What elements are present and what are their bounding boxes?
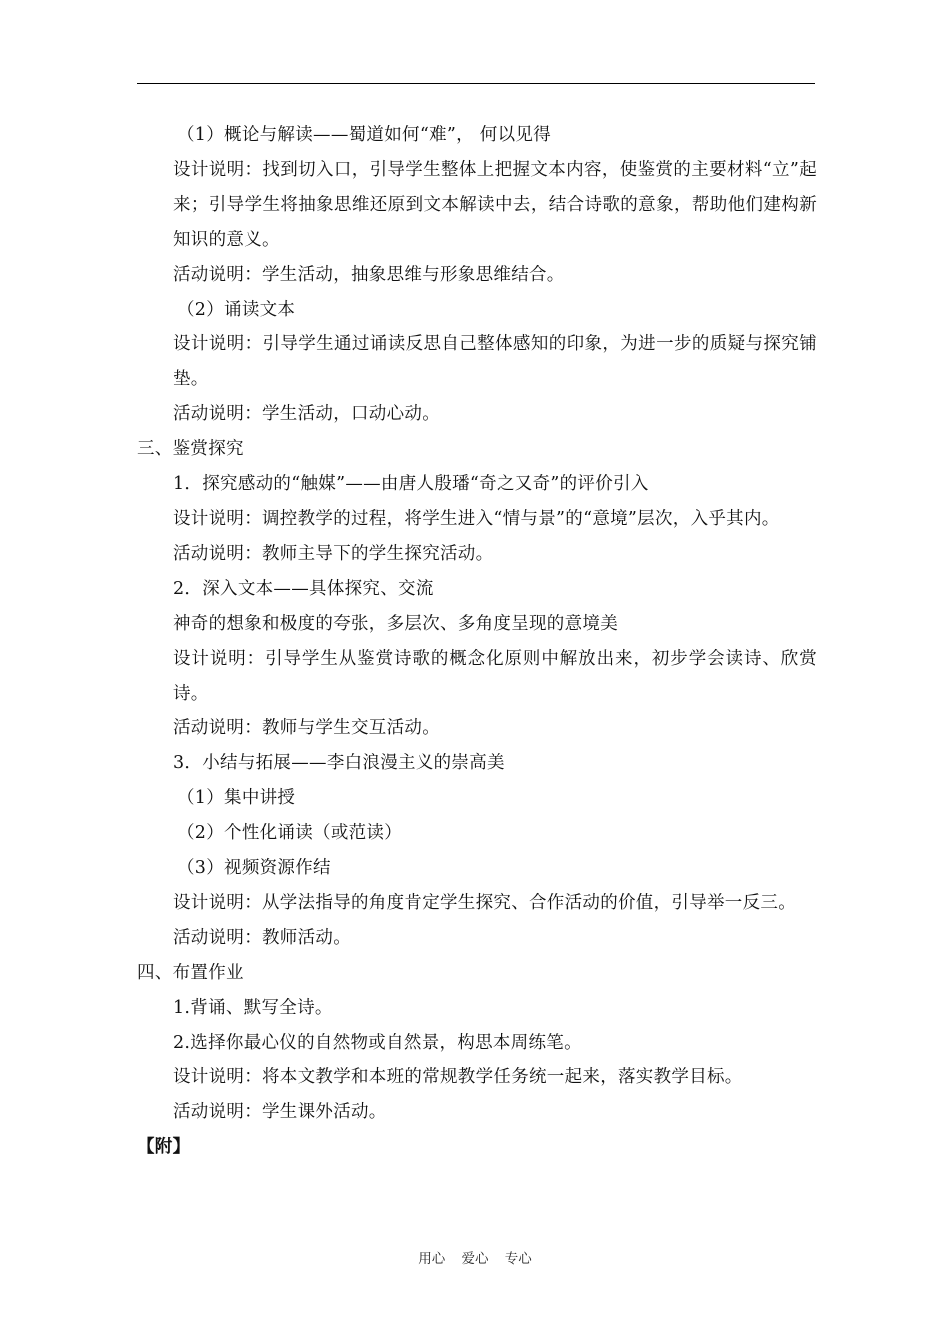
item-4-2: 2.选择你最心仪的自然物或自然景，构思本周练笔。 [173,1032,582,1053]
appendix-heading: 【附】 [137,1137,191,1158]
activity-note: 活动说明：教师活动。 [173,927,351,948]
design-note: 设计说明：引导学生通过诵读反思自己整体感知的印象，为进一步的质疑与探究铺垫。 [173,334,817,390]
design-note: 设计说明：从学法指导的角度肯定学生探究、合作活动的价值，引导举一反三。 [173,892,796,913]
item-3-2: 2．深入文本——具体探究、交流 [173,578,434,599]
sub-item-1: （1）集中讲授 [177,788,296,809]
sub-item-3: （3）视频资源作结 [177,858,331,879]
sub-item-1: （1）概论与解读——蜀道如何“难”， 何以见得 [177,125,551,145]
footer-text: 爱心 [461,1251,489,1267]
item-3-1: 1．探究感动的“触媒”——由唐人殷璠“奇之又奇”的评价引入 [173,474,649,495]
document-body [137,118,817,1165]
item-4-1: 1.背诵、默写全诗。 [173,997,333,1018]
activity-note: 活动说明：学生活动，抽象思维与形象思维结合。 [173,264,565,285]
sub-item-2: （2）个性化诵读（或范读） [177,823,403,844]
activity-note: 活动说明：教师与学生交互活动。 [173,718,440,739]
section-heading-3: 三、鉴赏探究 [137,439,244,460]
item-3-3: 3．小结与拓展——李白浪漫主义的崇高美 [173,753,505,774]
footer-text: 用心 [418,1251,446,1267]
design-note: 设计说明：引导学生从鉴赏诗歌的概念化原则中解放出来，初步学会读诗、欣赏诗。 [173,648,817,704]
header-rule [137,83,815,84]
page-footer [0,1247,950,1267]
activity-note: 活动说明：教师主导下的学生探究活动。 [173,543,494,564]
design-note: 设计说明：找到切入口，引导学生整体上把握文本内容，使鉴赏的主要材料“立”起来；引导学生将抽象思维还原到文本解读中去，结合诗歌的意象，帮助他们建构新知识的意义。 [173,159,817,250]
footer-text: 专心 [504,1251,532,1267]
activity-note: 活动说明：学生活动，口动心动。 [173,404,440,425]
section-heading-4: 四、布置作业 [137,962,244,983]
paragraph: 神奇的想象和极度的夸张，多层次、多角度呈现的意境美 [173,613,618,634]
activity-note: 活动说明：学生课外活动。 [173,1102,387,1123]
sub-item-2: （2）诵读文本 [177,299,296,320]
design-note: 设计说明：将本文教学和本班的常规教学任务统一起来，落实教学目标。 [173,1067,743,1088]
design-note: 设计说明：调控教学的过程，将学生进入“情与景”的“意境”层次，入乎其内。 [173,508,780,529]
